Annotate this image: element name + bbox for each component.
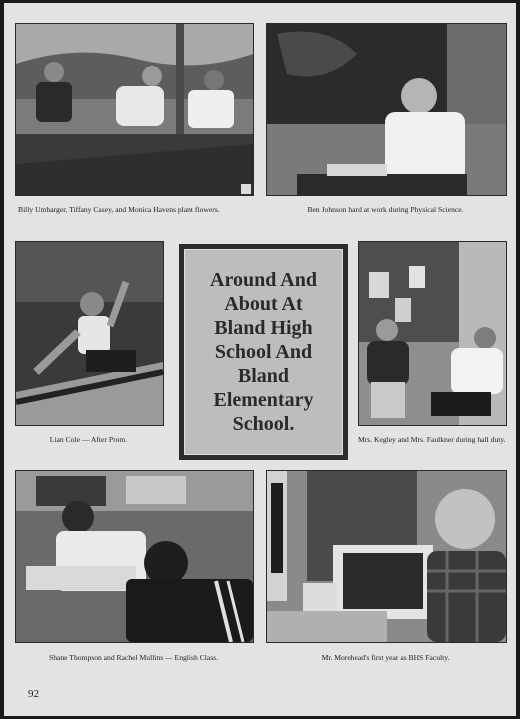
caption-faculty: Mr. Morehead's first year as BHS Faculty. bbox=[321, 653, 450, 662]
photo-physical-science bbox=[266, 23, 507, 196]
photo-faculty bbox=[266, 470, 507, 643]
photo-english-class bbox=[15, 470, 254, 643]
photo-after-prom bbox=[15, 241, 164, 426]
caption-hall: Mrs. Kegley and Mrs. Faulkner during hall duty. bbox=[358, 435, 506, 444]
caption-english: Shane Thompson and Rachel Mullins — English Class. bbox=[48, 653, 219, 662]
title-box-inner bbox=[184, 249, 343, 455]
page-title: Around And About At Bland High School And Bland Elementary School. bbox=[210, 269, 317, 435]
photo-hall-duty bbox=[358, 241, 507, 426]
caption-science: Ben Johnson hard at work during Physical Science. bbox=[307, 205, 464, 214]
caption-prom: Lian Cole — After Prom. bbox=[49, 435, 128, 444]
page-number: 92 bbox=[28, 688, 39, 700]
photo-planting-flowers bbox=[15, 23, 254, 196]
yearbook-page bbox=[4, 3, 516, 716]
title-box bbox=[179, 244, 348, 460]
caption-planting: Billy Umbarger, Tiffany Casey, and Monica Havens plant flowers. bbox=[18, 205, 220, 214]
